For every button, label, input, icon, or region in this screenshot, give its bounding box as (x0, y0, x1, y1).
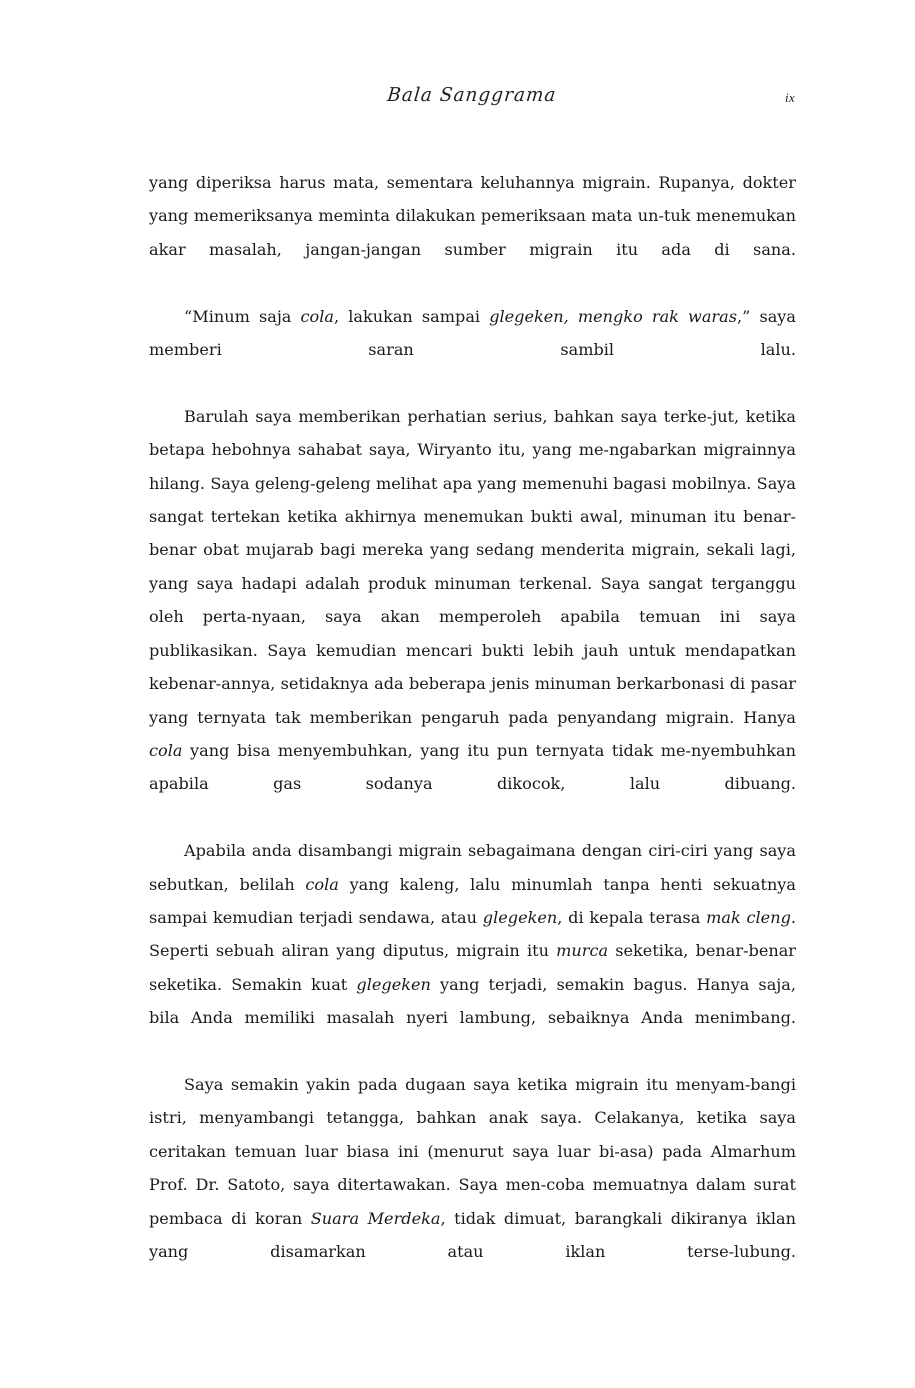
paragraph-p1 (149, 166, 796, 300)
paragraph-p4 (149, 834, 796, 1068)
text-run: ,” saya memberi saran sambil lalu. (149, 306, 796, 360)
text-run: Barulah saya memberikan perhatian serius, bahkan saya terke-jut, ketika betapa hebohnya sahabat saya, Wiryanto itu, yang me-ngabarkan migrainnya hilang. Saya geleng-geleng melihat apa yang memenuhi bagasi mobilnya. Saya sangat tertekan ketika akhirnya menemukan bukti awal, minuman itu benar-benar obat mujarab bagi mereka yang sedang menderita migrain, sekali lagi, yang saya hadapi adalah produk minuman terkenal. Saya sangat terganggu oleh perta-nyaan, saya akan memperoleh apabila temuan ini saya publikasikan. Saya kemudian mencari bukti lebih jauh untuk mendapatkan kebenar-annya, setidaknya ada beberapa jenis minuman berkarbonasi di pasar yang ternyata tak memberikan pengaruh pada penyandang migrain. Hanya (149, 406, 796, 727)
text-run: yang terjadi, semakin bagus. Hanya saja, bila Anda memiliki masalah nyeri lambung, sebaiknya Anda menimbang. (149, 974, 796, 1028)
text-run: “Minum saja (184, 306, 301, 326)
text-run: yang bisa menyembuhkan, yang itu pun ternyata tidak me-nyembuhkan apabila gas sodanya dikocok, lalu dibuang. (149, 740, 796, 794)
italic-term: cola (149, 740, 183, 760)
italic-term: glegeken (356, 974, 431, 994)
running-head-title: Bala Sanggrama (386, 84, 558, 106)
page-number: ix (785, 90, 795, 105)
text-run: yang kaleng, lalu minumlah tanpa henti sekuatnya sampai kemudian terjadi sendawa, atau (149, 874, 796, 927)
text-run: . Seperti sebuah aliran yang diputus, migrain itu (149, 907, 797, 961)
text-run: , lakukan sampai (333, 306, 490, 326)
italic-term: glegeken, mengko rak waras (489, 306, 737, 326)
italic-term: murca (556, 941, 609, 961)
italic-term: Suara Merdeka (310, 1208, 441, 1228)
running-head (149, 84, 795, 118)
italic-term: glegeken (482, 907, 558, 927)
text-run: , tidak dimuat, barangkali dikiranya iklan yang disamarkan atau iklan terse-lubung. (149, 1208, 796, 1261)
text-run: , di kepala terasa (557, 907, 707, 927)
paragraph-p5 (149, 1068, 796, 1302)
italic-term: mak cleng (706, 907, 791, 927)
paragraph-p2 (149, 300, 796, 400)
text-run: seketika, benar-benar seketika. Semakin kuat (149, 941, 796, 994)
body-text-block (149, 166, 796, 1302)
text-run: Saya semakin yakin pada dugaan saya ketika migrain itu menyam-bangi istri, menyambangi tetangga, bahkan anak saya. Celakanya, ketika saya ceritakan temuan luar biasa ini (menurut saya luar bi-asa) pada Almarhum Prof. Dr. Satoto, saya ditertawakan. Saya men-coba memuatnya dalam surat pembaca di koran (149, 1074, 796, 1228)
italic-term: cola (305, 874, 339, 894)
paragraph-p3 (149, 400, 796, 834)
text-run: Apabila anda disambangi migrain sebagaimana dengan ciri-ciri yang saya sebutkan, belilah (149, 841, 796, 894)
italic-term: cola (300, 306, 334, 326)
text-run: yang diperiksa harus mata, sementara keluhannya migrain. Rupanya, dokter yang memeriksanya meminta dilakukan pemeriksaan mata un-tuk menemukan akar masalah, jangan-jangan sumber migrain itu ada di sana. (149, 173, 796, 259)
